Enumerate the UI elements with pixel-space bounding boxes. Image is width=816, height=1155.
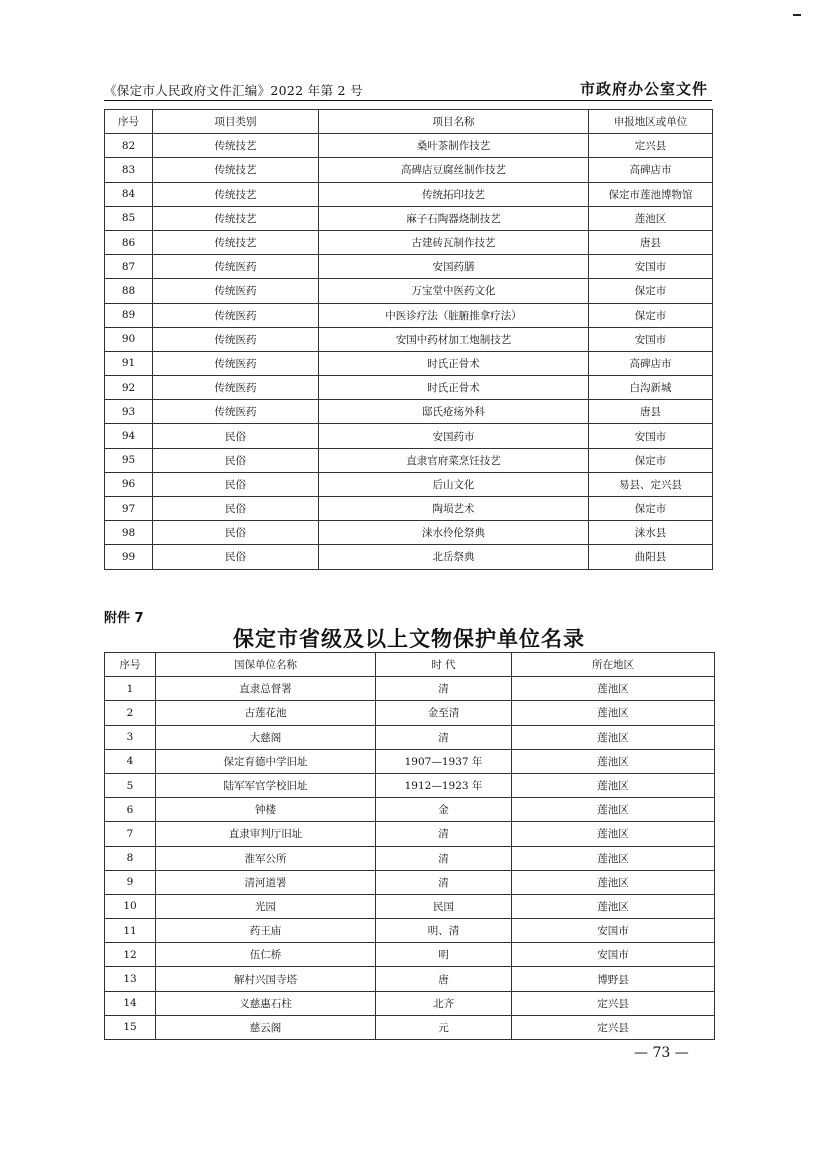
table-cell: 9 (105, 870, 156, 894)
table-cell: 86 (105, 230, 153, 254)
table-row (105, 1015, 715, 1039)
table-cell: 定兴县 (589, 134, 713, 158)
table-cell: 古建砖瓦制作技艺 (319, 230, 589, 254)
table-cell: 88 (105, 279, 153, 303)
table-row (105, 894, 715, 918)
table-cell: 82 (105, 134, 153, 158)
table-cell: 直隶审判厅旧址 (156, 822, 376, 846)
table-body (105, 677, 715, 1040)
table-cell: 莲池区 (512, 870, 715, 894)
table-cell: 义慈惠石柱 (156, 991, 376, 1015)
column-header: 所在地区 (512, 653, 715, 677)
table-cell: 保定市 (589, 497, 713, 521)
table-row (105, 919, 715, 943)
table-cell: 2 (105, 701, 156, 725)
table-cell: 5 (105, 773, 156, 797)
table-cell: 直隶官府菜烹饪技艺 (319, 448, 589, 472)
table-row (105, 327, 713, 351)
table-cell: 传统医药 (153, 400, 319, 424)
table-cell: 民俗 (153, 497, 319, 521)
table-cell: 93 (105, 400, 153, 424)
table-cell: 传统技艺 (153, 230, 319, 254)
table-cell: 莲池区 (512, 677, 715, 701)
table-cell: 大慈阁 (156, 725, 376, 749)
table-cell: 定兴县 (512, 991, 715, 1015)
table-row (105, 846, 715, 870)
table-cell: 清 (376, 822, 512, 846)
table-cell: 明、清 (376, 919, 512, 943)
table-cell: 99 (105, 545, 153, 569)
table-row (105, 182, 713, 206)
table-cell: 莲池区 (512, 894, 715, 918)
table-row (105, 424, 713, 448)
table-cell: 莲池区 (512, 846, 715, 870)
list-title: 保定市省级及以上文物保护单位名录 (233, 627, 585, 651)
table-cell: 84 (105, 182, 153, 206)
table-row (105, 701, 715, 725)
table-cell: 光园 (156, 894, 376, 918)
table-row (105, 967, 715, 991)
table-row (105, 749, 715, 773)
table-row (105, 677, 715, 701)
table-cell: 传统医药 (153, 255, 319, 279)
table-row (105, 497, 713, 521)
table-cell: 15 (105, 1015, 156, 1039)
table-cell: 高碑店豆腐丝制作技艺 (319, 158, 589, 182)
table-cell: 唐县 (589, 230, 713, 254)
table-row (105, 255, 713, 279)
table-cell: 清 (376, 846, 512, 870)
table-cell: 民俗 (153, 472, 319, 496)
table-cell: 7 (105, 822, 156, 846)
table-cell: 唐县 (589, 400, 713, 424)
table-cell: 保定市 (589, 303, 713, 327)
table-row (105, 158, 713, 182)
table-cell: 莲池区 (512, 773, 715, 797)
table-cell: 85 (105, 206, 153, 230)
table-cell: 北齐 (376, 991, 512, 1015)
table-cell: 元 (376, 1015, 512, 1039)
table-row (105, 134, 713, 158)
attachment-label: 附件 7 (104, 611, 144, 626)
table-cell: 传统技艺 (153, 158, 319, 182)
table-cell: 邸氏疮疡外科 (319, 400, 589, 424)
table-cell: 白沟新城 (589, 376, 713, 400)
table-cell: 87 (105, 255, 153, 279)
table-cell: 莲池区 (589, 206, 713, 230)
table-cell: 92 (105, 376, 153, 400)
table-cell: 安国市 (512, 943, 715, 967)
table-cell: 83 (105, 158, 153, 182)
table-cell: 桑叶茶制作技艺 (319, 134, 589, 158)
table-cell: 98 (105, 521, 153, 545)
heritage-projects-table (104, 109, 713, 570)
table-cell: 民国 (376, 894, 512, 918)
table-row (105, 376, 713, 400)
table-cell: 13 (105, 967, 156, 991)
table-cell: 95 (105, 448, 153, 472)
table-cell: 易县、定兴县 (589, 472, 713, 496)
table-cell: 97 (105, 497, 153, 521)
table-cell: 定兴县 (512, 1015, 715, 1039)
table-row (105, 472, 713, 496)
table-cell: 89 (105, 303, 153, 327)
table-cell: 莲池区 (512, 701, 715, 725)
table-body (105, 134, 713, 569)
table-row (105, 448, 713, 472)
table-cell: 传统医药 (153, 327, 319, 351)
table-cell: 清 (376, 725, 512, 749)
table-cell: 慈云阁 (156, 1015, 376, 1039)
column-header: 项目类别 (153, 110, 319, 134)
table-cell: 博野县 (512, 967, 715, 991)
table-cell: 91 (105, 351, 153, 375)
protected-sites-table (104, 652, 715, 1040)
table-row (105, 798, 715, 822)
table-cell: 传统技艺 (153, 206, 319, 230)
table-cell: 保定市 (589, 448, 713, 472)
table-cell: 6 (105, 798, 156, 822)
table-cell: 陶埙艺术 (319, 497, 589, 521)
table-cell: 清河道署 (156, 870, 376, 894)
table-cell: 金至清 (376, 701, 512, 725)
table-row (105, 230, 713, 254)
table-cell: 安国药市 (319, 424, 589, 448)
header-rule (104, 100, 712, 101)
table-cell: 万宝堂中医药文化 (319, 279, 589, 303)
page-number: — 73 — (634, 1045, 689, 1061)
column-header: 序号 (105, 110, 153, 134)
document-category: 市政府办公室文件 (579, 80, 708, 98)
table-cell: 高碑店市 (589, 351, 713, 375)
table-cell: 传统技艺 (153, 182, 319, 206)
table-cell: 后山文化 (319, 472, 589, 496)
table-cell: 12 (105, 943, 156, 967)
table-cell: 莲池区 (512, 798, 715, 822)
table-cell: 涞水伶伦祭典 (319, 521, 589, 545)
table-cell: 民俗 (153, 545, 319, 569)
table-header-row (105, 653, 715, 677)
table-cell: 直隶总督署 (156, 677, 376, 701)
table-cell: 高碑店市 (589, 158, 713, 182)
table-cell: 1907—1937 年 (376, 749, 512, 773)
table-cell: 药王庙 (156, 919, 376, 943)
table-cell: 传统技艺 (153, 134, 319, 158)
column-header: 序号 (105, 653, 156, 677)
table-cell: 莲池区 (512, 749, 715, 773)
table-cell: 清 (376, 870, 512, 894)
table-row (105, 206, 713, 230)
table-cell: 莲池区 (512, 725, 715, 749)
table-cell: 时氏正骨术 (319, 376, 589, 400)
table-row (105, 943, 715, 967)
table-cell: 1912—1923 年 (376, 773, 512, 797)
table-row (105, 545, 713, 569)
table-cell: 保定育德中学旧址 (156, 749, 376, 773)
table-row (105, 303, 713, 327)
column-header: 项目名称 (319, 110, 589, 134)
table-cell: 1 (105, 677, 156, 701)
table-cell: 11 (105, 919, 156, 943)
table-cell: 钟楼 (156, 798, 376, 822)
table-cell: 伍仁桥 (156, 943, 376, 967)
table-cell: 8 (105, 846, 156, 870)
table-row (105, 351, 713, 375)
table-cell: 3 (105, 725, 156, 749)
table-header-row (105, 110, 713, 134)
table-row (105, 870, 715, 894)
table-row (105, 400, 713, 424)
table-cell: 唐 (376, 967, 512, 991)
table-cell: 民俗 (153, 448, 319, 472)
table-cell: 传统拓印技艺 (319, 182, 589, 206)
table-cell: 10 (105, 894, 156, 918)
table-row (105, 279, 713, 303)
table-cell: 涞水县 (589, 521, 713, 545)
table-cell: 莲池区 (512, 822, 715, 846)
table-cell: 安国市 (589, 327, 713, 351)
table-row (105, 725, 715, 749)
table-cell: 传统医药 (153, 376, 319, 400)
table-cell: 民俗 (153, 424, 319, 448)
table-cell: 时氏正骨术 (319, 351, 589, 375)
table-cell: 安国市 (589, 255, 713, 279)
table-cell: 保定市 (589, 279, 713, 303)
table-cell: 保定市莲池博物馆 (589, 182, 713, 206)
table-row (105, 773, 715, 797)
table-row (105, 822, 715, 846)
column-header: 申报地区或单位 (589, 110, 713, 134)
table-cell: 清 (376, 677, 512, 701)
table-cell: 安国药膳 (319, 255, 589, 279)
table-cell: 安国市 (589, 424, 713, 448)
table-cell: 4 (105, 749, 156, 773)
table-cell: 麻子石陶器烧制技艺 (319, 206, 589, 230)
column-header: 时 代 (376, 653, 512, 677)
table-cell: 传统医药 (153, 303, 319, 327)
table-cell: 安国市 (512, 919, 715, 943)
table-cell: 传统医药 (153, 279, 319, 303)
table-cell: 淮军公所 (156, 846, 376, 870)
table-cell: 传统医药 (153, 351, 319, 375)
table-cell: 14 (105, 991, 156, 1015)
column-header: 国保单位名称 (156, 653, 376, 677)
table-cell: 金 (376, 798, 512, 822)
publication-title: 《保定市人民政府文件汇编》2022 年第 2 号 (104, 83, 363, 98)
table-cell: 中医诊疗法（脏腑推拿疗法） (319, 303, 589, 327)
table-cell: 曲阳县 (589, 545, 713, 569)
table-cell: 解村兴国寺塔 (156, 967, 376, 991)
table-cell: 90 (105, 327, 153, 351)
page-header (104, 78, 712, 100)
table-cell: 安国中药材加工炮制技艺 (319, 327, 589, 351)
scan-mark (793, 14, 801, 16)
table-cell: 94 (105, 424, 153, 448)
table-cell: 民俗 (153, 521, 319, 545)
table-cell: 北岳祭典 (319, 545, 589, 569)
table-cell: 古莲花池 (156, 701, 376, 725)
table-row (105, 991, 715, 1015)
table-cell: 96 (105, 472, 153, 496)
table-row (105, 521, 713, 545)
table-cell: 明 (376, 943, 512, 967)
table-cell: 陆军军官学校旧址 (156, 773, 376, 797)
